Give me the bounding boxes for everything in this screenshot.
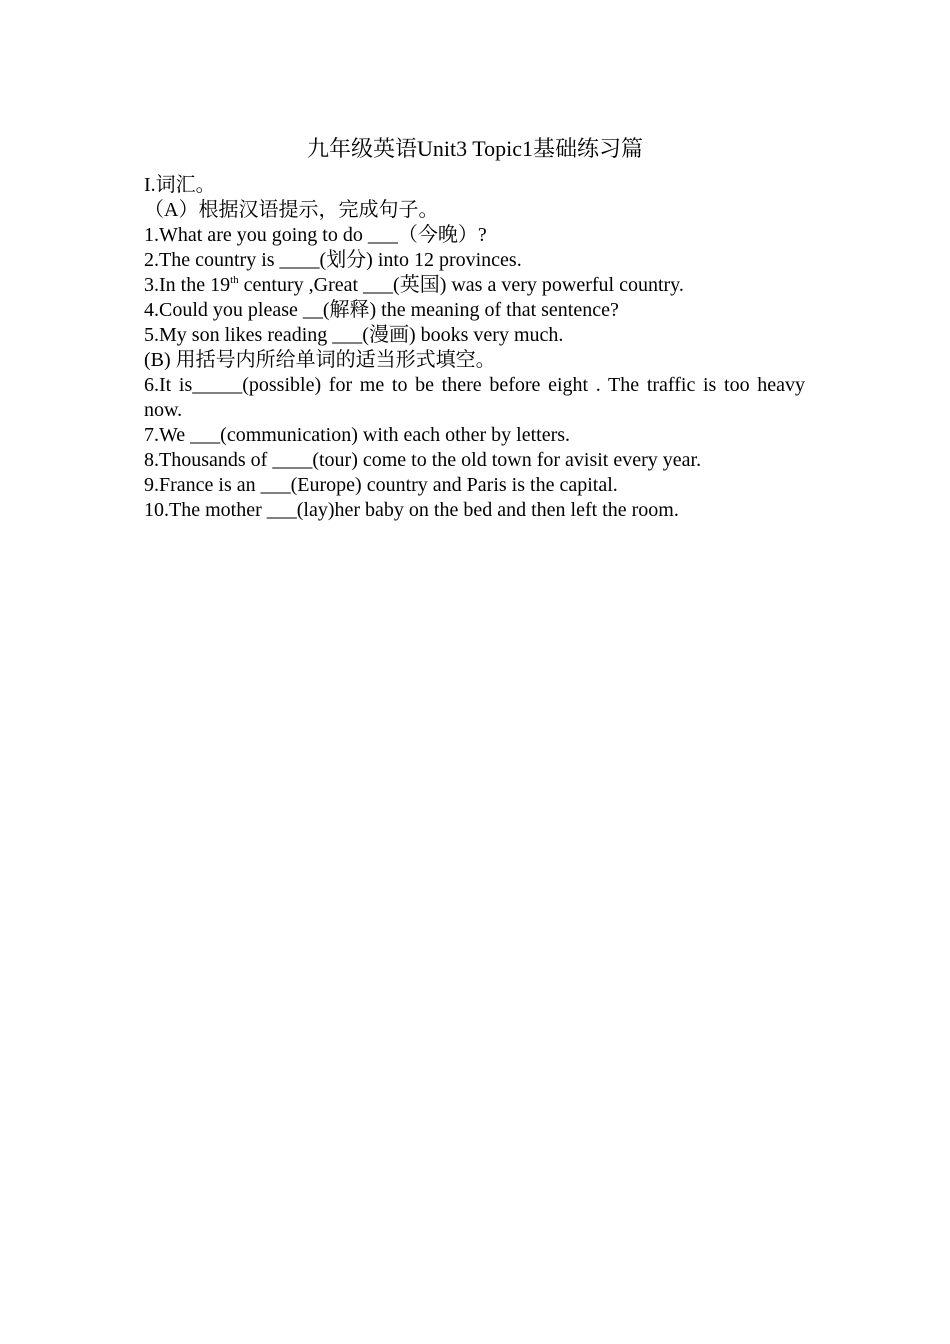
- question-3-start: 3.In the 19: [144, 274, 231, 296]
- question-9: 9.France is an ___(Europe) country and Paris is the capital.: [144, 474, 618, 496]
- exercise-body: [144, 173, 805, 523]
- document-title: 九年级英语Unit3 Topic1基础练习篇: [307, 136, 643, 161]
- question-3: [144, 273, 805, 298]
- section-heading: I.词汇。: [144, 174, 216, 196]
- question-7: 7.We ___(communication) with each other by letters.: [144, 424, 571, 446]
- ordinal-suffix: th: [230, 274, 239, 286]
- question-5: 5.My son likes reading ___(漫画) books very much.: [144, 324, 564, 346]
- question-10: 10.The mother ___(lay)her baby on the bed and then left the room.: [144, 499, 679, 521]
- question-8: 8.Thousands of ____(tour) come to the old town for avisit every year.: [144, 449, 702, 471]
- question-2: 2.The country is ____(划分) into 12 provinces.: [144, 249, 522, 271]
- part-b-heading: (B) 用括号内所给单词的适当形式填空。: [144, 349, 496, 371]
- part-a-heading: （A）根据汉语提示，完成句子。: [144, 199, 439, 221]
- question-6: 6.It is_____(possible) for me to be there before eight . The traffic is too heavy now.: [144, 374, 805, 421]
- question-4: 4.Could you please __(解释) the meaning of that sentence?: [144, 299, 619, 321]
- question-1: 1.What are you going to do ___（今晚）?: [144, 224, 487, 246]
- question-3-end: century ,Great ___(英国) was a very powerful country.: [238, 274, 684, 296]
